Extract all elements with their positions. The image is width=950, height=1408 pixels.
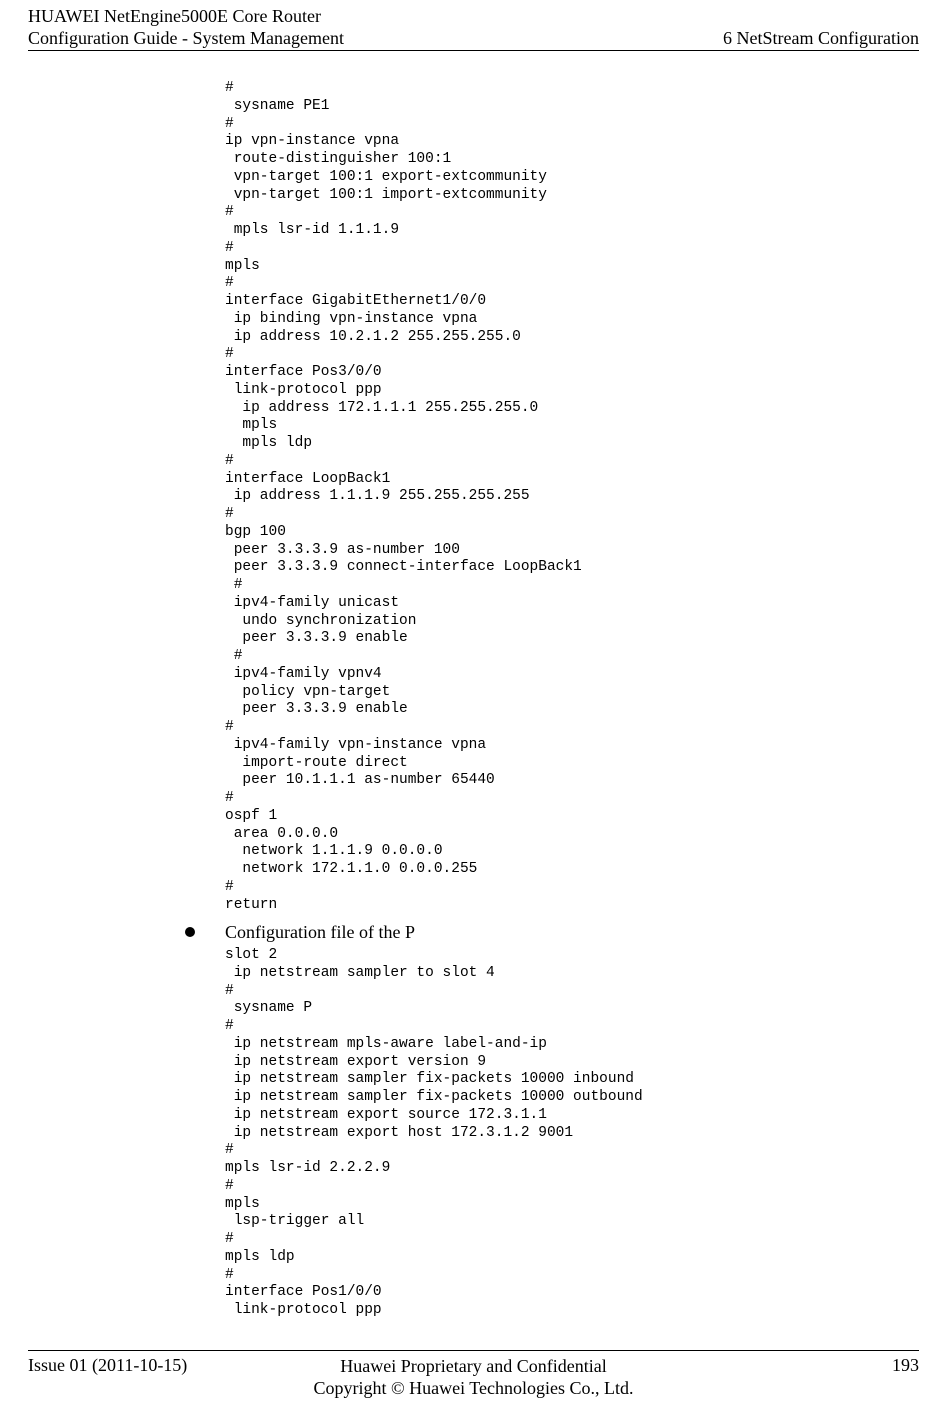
page-header xyxy=(28,4,919,51)
page-number: 193 xyxy=(892,1355,919,1375)
proprietary-notice: Huawei Proprietary and Confidential xyxy=(340,1356,607,1376)
issue-date: Issue 01 (2011-10-15) xyxy=(28,1355,188,1375)
bullet-dot-icon xyxy=(185,927,195,937)
copyright-notice: Copyright © Huawei Technologies Co., Ltd. xyxy=(313,1378,634,1398)
section-title: 6 NetStream Configuration xyxy=(723,28,919,48)
document-subtitle: Configuration Guide - System Management xyxy=(28,28,344,48)
page-footer xyxy=(28,1350,919,1401)
pe1-configuration-code: # sysname PE1 # ip vpn-instance vpna route-distinguisher 100:1 vpn-target 100:1 export-extcommunity vpn-target 100:1 import-extcommunity # mpls lsr-id 1.1.1.9 # mpls # interface GigabitEthernet1/0/0 ip binding vpn-instance vpna ip address 10.2.1.2 255.255.255.0 # interface Pos3/0/0 link-protocol ppp ip address 172.1.1.1 255.255.255.0 mpls mpls ldp # interface LoopBack1 ip address 1.1.1.9 255.255.255.255 # bgp 100 peer 3.3.3.9 as-number 100 peer 3.3.3.9 connect-interface LoopBack1 # ipv4-family unicast undo synchronization peer 3.3.3.9 enable # ipv4-family vpnv4 policy vpn-target peer 3.3.3.9 enable # ipv4-family vpn-instance vpna import-route direct peer 10.1.1.1 as-number 65440 # ospf 1 area 0.0.0.0 network 1.1.1.9 0.0.0.0 network 172.1.1.0 0.0.0.255 # return xyxy=(225,80,582,913)
p-configuration-code: slot 2 ip netstream sampler to slot 4 # sysname P # ip netstream mpls-aware label-and-ip ip netstream export version 9 ip netstream sampler fix-packets 10000 inbound ip netstream sampler fix-packets 10000 outbound ip netstream export source 172.3.1.1 ip netstream export host 172.3.1.2 9001 # mpls lsr-id 2.2.2.9 # mpls lsp-trigger all # mpls ldp # interface Pos1/0/0 link-protocol ppp xyxy=(225,947,643,1318)
document-title: HUAWEI NetEngine5000E Core Router xyxy=(28,6,321,26)
bullet-item-text: Configuration file of the P xyxy=(225,922,415,942)
footer-center xyxy=(28,1355,919,1399)
